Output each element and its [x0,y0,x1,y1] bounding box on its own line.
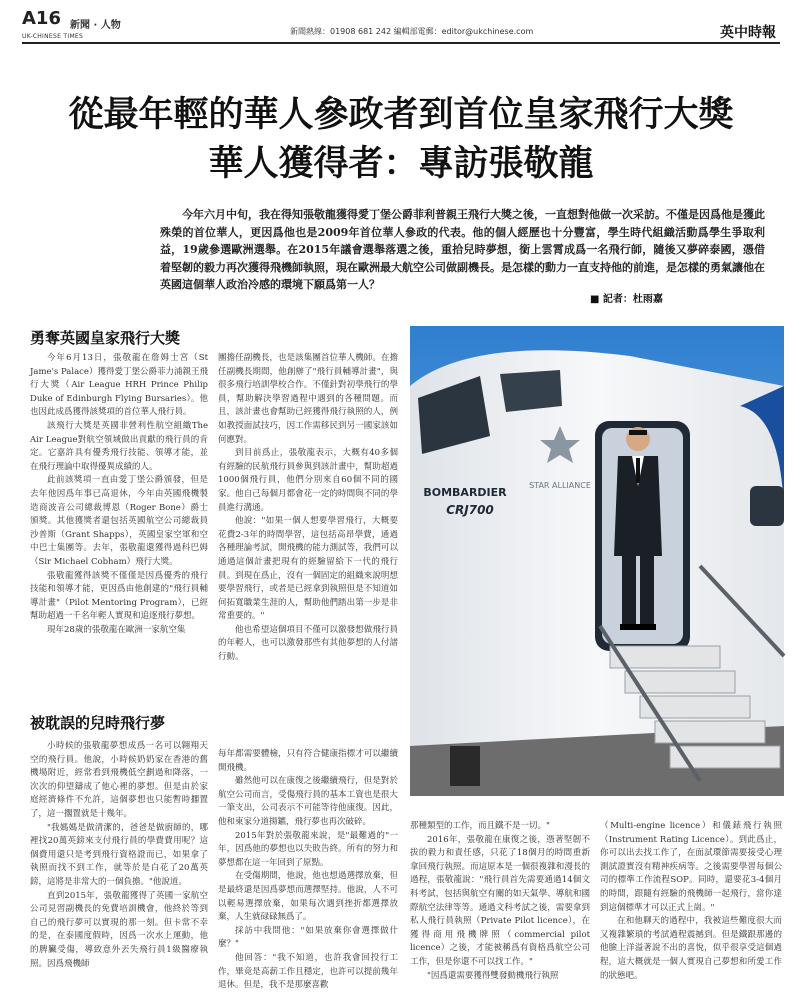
section1-column-1 [30,352,208,694]
headline-line-1: 從最年輕的華人參政者到首位皇家飛行大獎 [68,94,734,135]
paragraph: "因爲還需要獲得雙發動機飛行執照 [427,970,559,981]
headline-line-2: 華人獲得者：專訪張敬龍 [208,143,594,184]
paragraph: 今年6月13日，張敬龍在詹姆士宮（St Jame's Palace）獲得愛丁堡公爵菲力浦親王飛行大獎（Air League HRH Prince Philip Duke of Edinburgh Flying Bursaries）。他也因此成爲獲得該獎項的首位華人飛行員。 [30,353,208,418]
paragraph: 採訪中我問他："如果放棄你會選擇做什麼？" [218,925,398,950]
paper-subtitle: UK-CHINESE TIMES [22,33,84,40]
paragraph: 張敬龍獲得該獎不僅僅是因爲優秀的飛行技能和領導才能，更因爲由他創建的"飛行員輔導計畫"（Pilot Mentoring Program），已經幫助超過一千名年輕人實現和追逐飛行夢想。 [30,570,208,622]
paragraph: 團擔任副機長，也是該集團首位華人機師。在擔任副機長期間，他創辦了"飛行員輔導計畫"，與很多飛行培訓學校合作。不僅針對初學飛行的學員，幫助解決學習過程中遇到的各種問題。而且，該計畫也會幫助已經獲得飛行執照的人，例如教授面試技巧，因工作需移民到另一國家該如何應對。 [218,353,398,445]
paragraph: 現年28歲的張敬龍在歐洲一家航空集 [47,624,186,635]
paragraph: 2015年對於張敬龍來說，是"最難過的"一年，因爲他的夢想也以失敗告終。所有的努力和夢想都在這一年回到了原點。 [218,830,398,868]
paragraph: 雖然他可以在康復之後繼續飛行，但是對於航空公司而言，受傷飛行員的基本工資也是很大一筆支出，公司表示不可能等待他康復。因此，他和東家分道揚鑣，飛行夢也再次破碎。 [218,776,398,827]
paragraph: 直到2015年，張敬龍獲得了英國一家航空公司見習副機長的免費培訓機會，他終於等到自己的飛行夢可以實現的那一刻。但卡常不幸的是，在泰國度假時，因爲一次水上運動，他的脾臟受傷，導致意外丟失飛行員1級醫療執照。因爲飛機師 [30,890,208,969]
paragraph: 那種類型的工作，而且鐵不是一切。" [410,821,550,831]
paragraph: 在受傷期間，他說，他也想過選擇放棄，但是最終還是因爲夢想而選擇堅持。他說，人不可以輕易選擇放棄，如果每次遇到挫折都選擇放棄，人生就碌碌無爲了。 [218,871,398,923]
page-number: A16 [22,8,61,29]
paragraph: 此前該獎項一直由愛丁堡公爵頒發，但是去年他因爲年事已高退休，今年由英國飛機製造商波音公司總裁博恩（Roger Bone）爵士頒獎。其他獲獎者還包括英國航空公司總裁員沙普斯（Grant Shapps），英國皇家空軍和空中巴士集團等。去年，張敬龍還獲得過科巴姆（Sir Michael Cobham）飛行大獎。 [30,475,208,567]
paragraph: 該飛行大獎是英國非營利性航空組織The Air League對航空領域做出貢獻的飛行員的肯定。它嘉許具有優秀飛行技能、領導才能，並在飛行理論中取得優異成績的人。 [30,420,208,472]
paragraph: 他說："如果一個人想要學習飛行，大概要花費2-3年的時間學習，這包括高昂學費，通過各種理論考試，開飛機的能力測試等，我們可以通過這個計畫把現有的經驗留給下一代的飛行員。到現在爲止，沒有一個固定的組織來說明想要學習飛行，或者是已經拿到執照但是不知道如何拓寬職業生涯的人，幫助他們踏出第一步是非常重要的。" [218,516,398,622]
section2-column-4 [600,820,782,985]
paragraph: 在和他聊天的過程中，我被這些難度很大而又複雜繁瑣的考試過程震撼到。但是鐵跟那邊的他臉上洋溢著說不出的喜悅，似乎很享受這個過程，這大概就是一個人實現自己夢想和所愛工作的狀態吧。 [600,916,782,981]
article-lede: 今年六月中旬，我在得知張敬龍獲得愛丁堡公爵菲利普親王飛行大獎之後，一直想對他做一次采訪。不僅是因爲他是獲此殊榮的首位華人，更因爲他也是2009年首位華人參政的代表。他的個人經歷也十分豐富，學生時代組織活動爲學生爭取利益，19歲參選歐洲選舉。在2015年議會選舉落選之後，重拾兒時夢想，銜上雲霄成爲一名飛行師，隨後又夢碎泰國，憑借着堅韌的毅力再次獲得飛機師執照，現在歐洲最大航空公司做副機長。是怎樣的動力一直支持他的前進，是怎樣的勇氣讓他在英國這個華人政治冷感的環境下願爲第一人？ [160,208,765,291]
contact-info: 新聞熱線：01908 681 242 編輯部電郵：editor@ukchinese.com [290,27,534,36]
paragraph: 到目前爲止，張敬龍表示，大概有40多個有經驗的民航飛行員參與到該計畫中，幫助超過1000個飛行員，他們分別來自60個不同的國家。他自己每個月都會花一定的時間與不同的學員進行溝通。 [218,448,398,513]
section2-column-3 [410,820,590,985]
paragraph: "我媽媽是做清潔的，爸爸是做廚師的，哪裡找20萬英鎊來支付飛行員的學費費用呢？這個費用還只是考到飛行資格證而已，如果拿了執照而找不到工作，就等於是白花了20萬英鎊，這將是非常大的一個負擔。"他說道。 [30,822,208,887]
byline: ■ 記者：杜雨嘉 [590,294,663,305]
paragraph: 他回答："我不知道，也許我會回投行工作，畢竟是高薪工作且穩定，也許可以提前幾年退休。但是，我不是那麼喜歡 [218,952,398,991]
pilot-photo [410,326,784,796]
paragraph: 小時候的張敬龍夢想成爲一名可以翱翔天空的飛行員。他說，小時候奶奶家在香港的舊機場附近，經常看到飛機低空劃過和降落，一次次的仰望鑄成了他心裡的夢想。但是由於家庭經濟條件不允許，這個夢想也只能暫時擱置了，這一擱置就是十幾年。 [30,741,208,819]
paragraph: （Multi-engine licence）和儀錶飛行執照（Instrument Rating Licence）。到此爲止，你可以出去找工作了，在面試環節需要接受心理測試證實沒有精神疾病等。之後需要學習每個公司的標準工作流程SOP。同時，還要花3-4個月的時間，跟隨有經驗的飛機師一起飛行，當你達到這個標準才可以正式上崗。" [600,821,782,913]
section2-column-1 [30,740,208,985]
header-divider [22,42,780,44]
section-heading-award: 勇奪英國皇家飛行大獎 [30,329,181,347]
section2-column-2 [218,748,398,991]
section-heading-childhood-dream: 被耽誤的兒時飛行夢 [30,714,166,732]
aircraft-illustration [410,326,784,796]
alliance-text: STAR ALLIANCE [529,481,591,490]
aircraft-brand: BOMBARDIER [423,486,507,499]
section1-column-2 [218,352,398,694]
paragraph: 每年都需要體檢，只有符合健康指標才可以繼續開飛機。 [218,749,398,773]
paragraph: 他也希望這個項目不僅可以激發想做飛行員的年輕人，也可以激發那些有其他夢想的人付諸行動。 [218,624,398,663]
paper-logo: 英中時報 [720,25,776,41]
aircraft-model: CRJ700 [446,503,494,517]
section-label: 新聞 · 人物 [70,20,121,31]
paragraph: 2016年，張敬龍在康復之後，憑著堅韌不拔的毅力和責任感，只花了18個月的時間重新拿回飛行執照。而這原本是一個很複雜和漫長的過程，張敬龍說："飛行員首先需要通過14個文科考試，包括與航空有關的如天氣學、導航和國際航空法律等等。通過文科考試之後，需要拿到私人飛行員執照（Private Pilot licence），在獲得商用飛機牌照（commercial pilot licence）之後，才能被稱爲有資格爲航空公司工作，但是你還不可以找工作。" [410,834,590,967]
